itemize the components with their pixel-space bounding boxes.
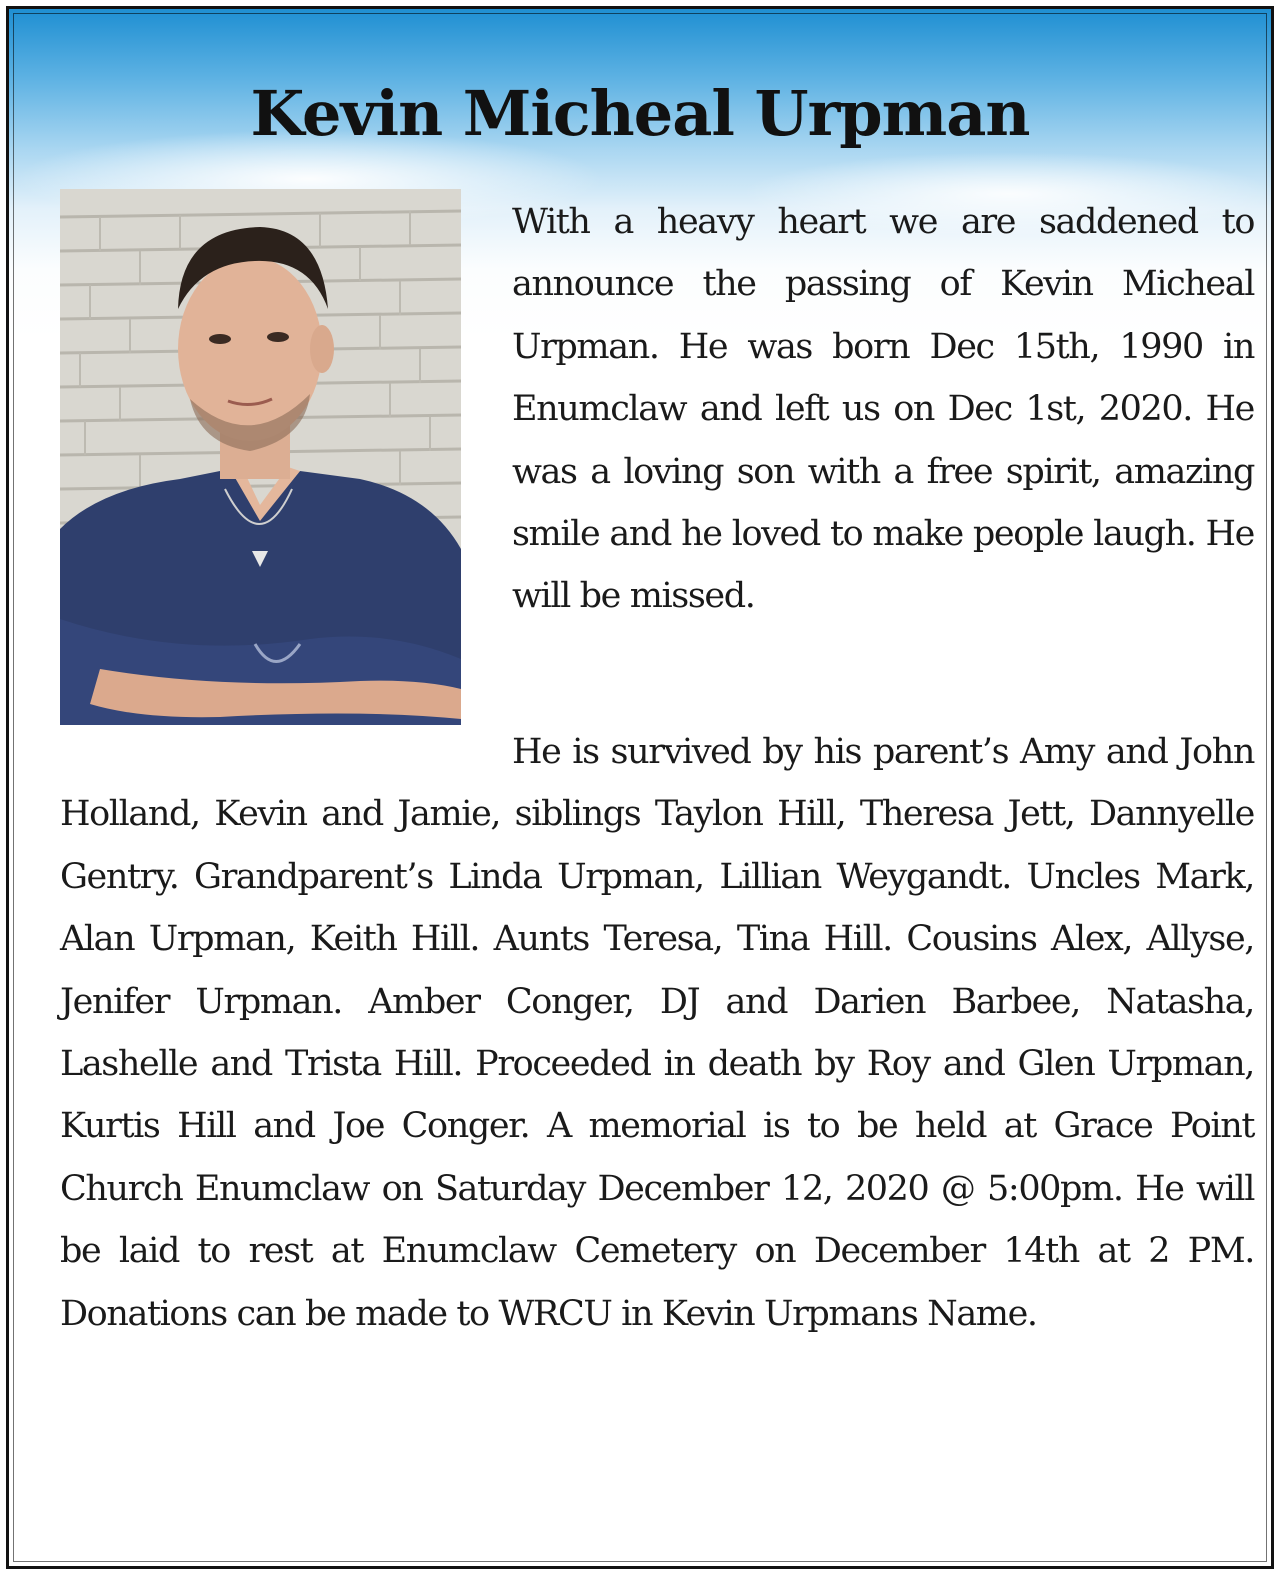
obituary-paragraph-2: He is survived by his parent’s Amy and John Holland, Kevin and Jamie, siblings Taylon Hill, Theresa Jett, Dannyelle Gentry. Grandparent’s Linda Urpman, Lillian Weygandt. Uncles Mark, Alan Urpman, Keith Hill. Aunts Teresa, Tina Hill. Cousins Alex, Allyse, Jenifer Urpman. Amber Conger, DJ and Darien Barbee, Natasha, Lashelle and Trista Hill. Proceeded in death by Roy and Glen Urpman, Kurtis Hill and Joe Conger. A memorial is to be held at Grace Point Church Enumclaw on Saturday December 12, 2020 @ 5:00pm. He will be laid to rest at Enumclaw Cemetery on December 14th at 2 PM. Donations can be made to WRCU in Kevin Urpmans Name. — [60, 732, 1254, 1334]
portrait-illustration — [60, 189, 461, 725]
portrait-photo — [60, 189, 461, 725]
obituary-paragraph-1: With a heavy heart we are saddened to announce the passing of Kevin Micheal Urpman. He was born Dec 15th, 1990 in Enumclaw and left us on Dec 1st, 2020. He was a loving son with a free spirit, amazing smile and he loved to make people laugh. He will be missed. — [512, 202, 1254, 617]
obituary-frame — [6, 6, 1274, 1569]
obituary-title: Kevin Micheal Urpman — [250, 77, 1030, 150]
